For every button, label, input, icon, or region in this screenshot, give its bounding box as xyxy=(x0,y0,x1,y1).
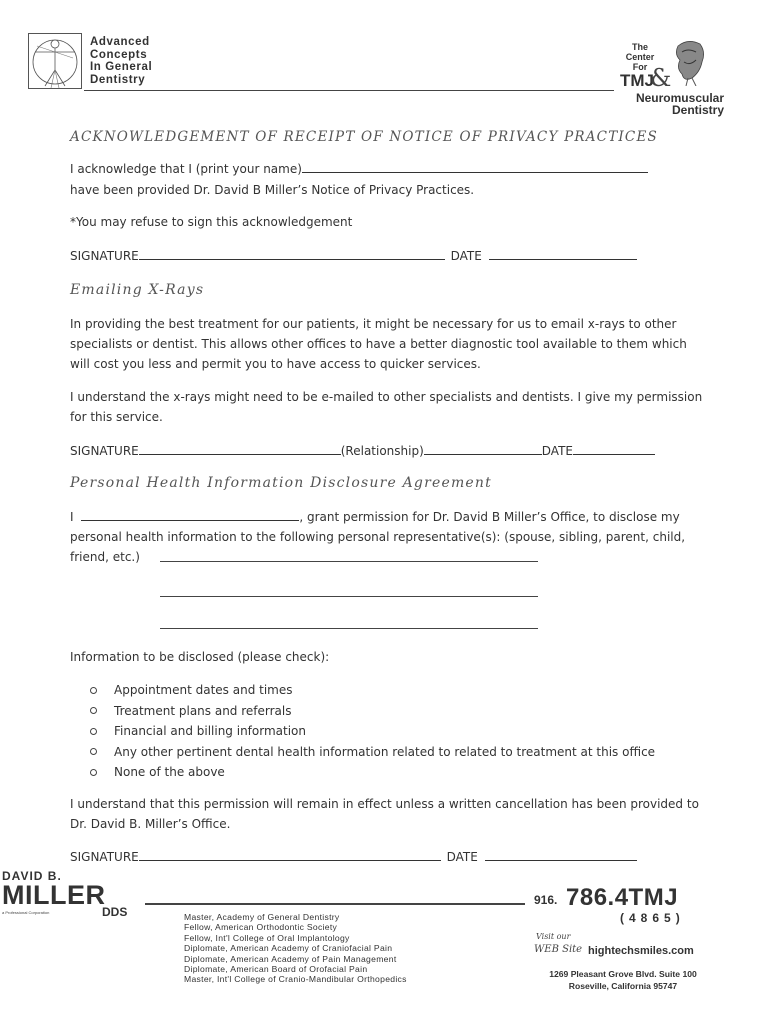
tmj-center-line: The xyxy=(631,42,648,52)
portrait-sketch-icon xyxy=(668,38,708,86)
dds-label: DDS xyxy=(102,905,128,919)
phone-area-code: 916. xyxy=(534,893,558,907)
practice-name-line: Dentistry xyxy=(90,73,146,86)
credentials-list xyxy=(184,912,407,985)
tmj-center-line: For xyxy=(632,62,648,72)
permission-line: I understand that this permission will remain in effect unless a written cancellation has been provided to xyxy=(70,797,699,811)
permission-line: Dr. David B. Miller’s Office. xyxy=(70,817,231,831)
website-label: WEB Site xyxy=(534,944,583,955)
tmj-specialty-line: Dentistry xyxy=(671,103,724,117)
xrays-permission xyxy=(70,387,702,427)
option-label: Treatment plans and referrals xyxy=(114,703,292,718)
practice-name-line: Concepts xyxy=(90,48,148,61)
vitruvian-logo-icon xyxy=(28,33,82,89)
xrays-paragraph-line: will cost you less and permit you to have access to quicker services. xyxy=(70,357,481,371)
info-disclosed-label: Information to be disclosed (please check): xyxy=(70,650,330,664)
ack-signature-row xyxy=(70,246,637,266)
signature-label: SIGNATURE xyxy=(70,249,139,263)
list-item[interactable] xyxy=(90,721,655,742)
xrays-paragraph-line: In providing the best treatment for our patients, it might be necessary for us to email x-rays to other xyxy=(70,317,677,331)
provided-notice-text: have been provided Dr. David B Miller’s Notice of Privacy Practices. xyxy=(70,183,475,197)
office-address xyxy=(534,969,712,992)
list-item[interactable] xyxy=(90,701,655,722)
doctor-first-name: DAVID B. xyxy=(2,869,62,883)
doctor-last-name: MILLER xyxy=(2,880,106,910)
credential: Diplomate, American Board of Orofacial Pain xyxy=(184,964,368,975)
credential: Master, Int'l College of Cranio-Mandibular Orthopedics xyxy=(184,974,407,985)
xrays-paragraph-line: specialists or dentist. This allows other offices to have a better diagnostic tool available to them which xyxy=(70,337,687,351)
tmj-ampersand: & xyxy=(650,64,672,92)
xrays-permission-line: for this service. xyxy=(70,410,163,424)
xrays-permission-line: I understand the x-rays might need to be e-mailed to other specialists and dentists. I give my permission xyxy=(70,390,703,404)
credential: Fellow, Int'l College of Oral Implantology xyxy=(184,932,350,943)
grant-text: , grant permission for Dr. David B Miller’s Office, to disclose my xyxy=(299,510,680,524)
print-name-field[interactable] xyxy=(302,161,648,173)
list-item[interactable] xyxy=(90,762,655,783)
ack-date-field[interactable] xyxy=(489,248,637,260)
phone-digits: (4865) xyxy=(620,911,685,925)
representative-examples: friend, etc.) xyxy=(70,550,140,564)
xrays-title: Emailing X-Rays xyxy=(70,282,205,298)
representative-text: personal health information to the following personal representative(s): (spouse, sibling, parent, child, xyxy=(70,530,686,544)
credential: Diplomate, American Academy of Craniofacial Pain xyxy=(184,943,393,954)
disclosure-date-field[interactable] xyxy=(485,849,637,861)
ack-signature-field[interactable] xyxy=(139,248,445,260)
visit-label: Visit our xyxy=(536,932,571,941)
address-line: 1269 Pleasant Grove Blvd. Suite 100 xyxy=(549,969,697,979)
tmj-center-line: Center xyxy=(625,52,655,62)
practice-name-line: In General xyxy=(90,61,153,73)
date-label: DATE xyxy=(450,249,482,263)
list-item[interactable] xyxy=(90,680,655,701)
signature-label: SIGNATURE xyxy=(70,444,139,458)
disclosure-title: Personal Health Information Disclosure Agreement xyxy=(70,475,492,491)
xrays-signature-row xyxy=(70,441,655,461)
acknowledgement-title: ACKNOWLEDGEMENT OF RECEIPT OF NOTICE OF PRIVACY PRACTICES xyxy=(70,129,658,145)
practice-name-line: Advanced xyxy=(90,36,150,48)
xrays-signature-field[interactable] xyxy=(139,443,341,455)
list-item[interactable] xyxy=(90,742,655,763)
credential: Master, Academy of General Dentistry xyxy=(184,912,340,922)
credential: Diplomate, American Academy of Pain Management xyxy=(184,953,397,964)
tmj-specialty-line: Neuromuscular xyxy=(635,91,724,105)
relationship-field[interactable] xyxy=(424,443,542,455)
address-line: Roseville, California 95747 xyxy=(568,980,678,991)
signature-label: SIGNATURE xyxy=(70,850,139,864)
acknowledge-text: I acknowledge that I (print your name) xyxy=(70,162,302,176)
xrays-paragraph xyxy=(70,314,687,374)
xrays-date-field[interactable] xyxy=(573,443,655,455)
representative-field-1[interactable] xyxy=(160,561,538,562)
phone-number: 786.4TMJ xyxy=(566,884,679,911)
checkbox-circle-icon[interactable] xyxy=(90,748,97,755)
checkbox-circle-icon[interactable] xyxy=(90,687,97,694)
checkbox-circle-icon[interactable] xyxy=(90,728,97,735)
disclosure-signature-row xyxy=(70,847,637,867)
representative-field-3[interactable] xyxy=(160,628,538,629)
option-label: Appointment dates and times xyxy=(114,683,293,698)
checkbox-circle-icon[interactable] xyxy=(90,707,97,714)
relationship-label: (Relationship) xyxy=(340,444,424,458)
disclosure-signature-field[interactable] xyxy=(139,849,441,861)
grant-prefix: I xyxy=(70,510,74,524)
practice-name xyxy=(90,36,152,86)
option-label: Any other pertinent dental health information related to related to treatment at this office xyxy=(114,744,656,759)
option-label: None of the above xyxy=(114,765,225,780)
tmj-label: TMJ xyxy=(620,71,654,90)
disclosure-options xyxy=(90,680,655,783)
grantor-name-field[interactable] xyxy=(81,509,299,521)
header-divider xyxy=(84,90,614,91)
credential: Fellow, American Orthodontic Society xyxy=(184,922,338,933)
corporation-label: a Professional Corporation xyxy=(2,910,50,915)
grant-line xyxy=(70,507,680,527)
date-label: DATE xyxy=(541,444,573,458)
checkbox-circle-icon[interactable] xyxy=(90,769,97,776)
website-link[interactable]: hightechsmiles.com xyxy=(588,945,694,957)
refuse-note: *You may refuse to sign this acknowledgement xyxy=(70,215,353,229)
tmj-specialty xyxy=(604,92,724,116)
acknowledge-line xyxy=(70,159,648,179)
representative-field-2[interactable] xyxy=(160,596,538,597)
option-label: Financial and billing information xyxy=(114,724,306,739)
date-label: DATE xyxy=(446,850,478,864)
footer-divider xyxy=(145,903,525,905)
permission-statement xyxy=(70,794,699,834)
